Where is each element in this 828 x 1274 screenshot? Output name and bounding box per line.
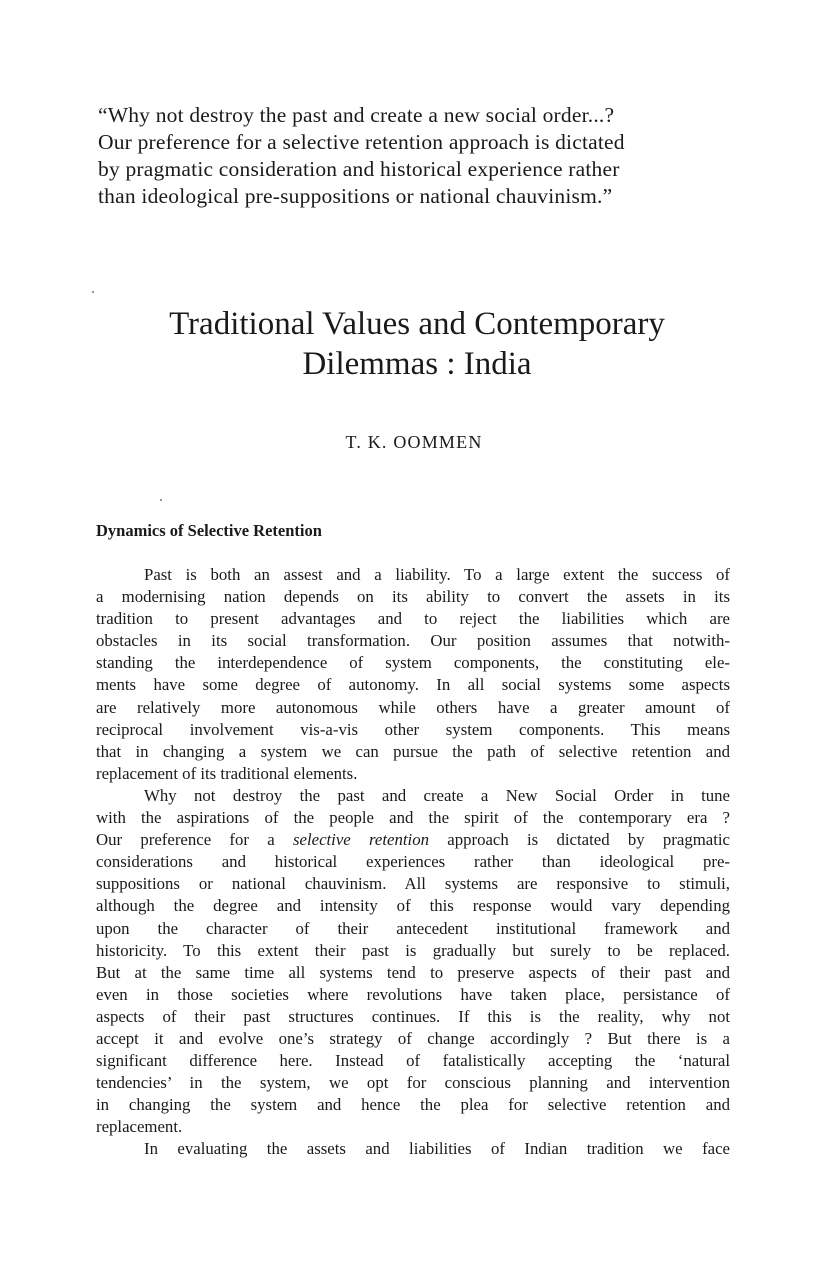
body-line: But at the same time all systems tend to preserve aspects of their past and [96,962,730,982]
body-line: are relatively more autonomous while others have a greater amount of [96,697,730,717]
body-line: significant difference here. Instead of fatalistically accepting the ‘natural [96,1051,730,1071]
paragraph-3 [96,1138,730,1160]
body-line: aspects of their past structures continues. If this is the reality, why not [96,1006,730,1026]
body-line: that in changing a system we can pursue the path of selective retention and [96,741,730,761]
body-line: Why not destroy the past and create a New Social Order in tune [144,785,730,805]
italic-term: selective retention [292,830,429,850]
body-line: replacement of its traditional elements. [96,763,358,783]
body-line: tradition to present advantages and to reject the liabilities which are [96,609,730,629]
epigraph-line: “Why not destroy the past and create a new social order...? [98,103,615,127]
article-body [96,564,730,1161]
body-line: even in those societies where revolutions have taken place, persistance of [96,984,730,1004]
body-line: historicity. To this extent their past is gradually but surely to be replaced. [96,940,730,960]
body-line: In evaluating the assets and liabilities of Indian tradition we face [144,1139,730,1159]
body-line-mixed [96,829,730,851]
body-line: accept it and evolve one’s strategy of change accordingly ? But there is a [96,1028,730,1048]
title-line: Dilemmas : India [302,346,532,382]
body-line: although the degree and intensity of this response would vary depending [96,896,730,916]
author-name: T. K. OOMMEN [345,432,483,452]
body-line: standing the interdependence of system components, the constituting ele- [96,653,730,673]
body-line: ments have some degree of autonomy. In all social systems some aspects [96,675,730,695]
body-line: suppositions or national chauvinism. All systems are responsive to stimuli, [96,874,730,894]
body-line: tendencies’ in the system, we opt for conscious planning and intervention [96,1073,730,1093]
paragraph-2 [96,785,730,1139]
body-line: reciprocal involvement vis-a-vis other system components. This means [96,719,730,739]
epigraph-line: by pragmatic consideration and historical experience rather [98,157,620,181]
body-line: replacement. [96,1117,183,1137]
body-text: approach is dictated by pragmatic [428,830,731,850]
article-title [0,304,828,384]
epigraph-line: than ideological pre-suppositions or national chauvinism.” [98,184,613,208]
title-line: Traditional Values and Contemporary [169,306,665,342]
body-line: upon the character of their antecedent institutional framework and [96,918,730,938]
scan-speck [92,291,94,293]
body-line: obstacles in its social transformation. Our position assumes that notwith- [96,631,730,651]
body-line: a modernising nation depends on its ability to convert the assets in its [96,587,730,607]
scan-speck [160,499,162,501]
body-text: Our preference for a [96,830,293,850]
body-line: in changing the system and hence the plea for selective retention and [96,1095,730,1115]
section-heading: Dynamics of Selective Retention [96,521,322,540]
body-line: considerations and historical experiences rather than ideological pre- [96,852,730,872]
epigraph-line: Our preference for a selective retention approach is dictated [98,130,625,154]
body-line: with the aspirations of the people and the spirit of the contemporary era ? [96,808,730,828]
paragraph-1 [96,564,730,785]
body-line: Past is both an assest and a liability. To a large extent the success of [144,565,730,584]
epigraph-quote [98,102,730,210]
